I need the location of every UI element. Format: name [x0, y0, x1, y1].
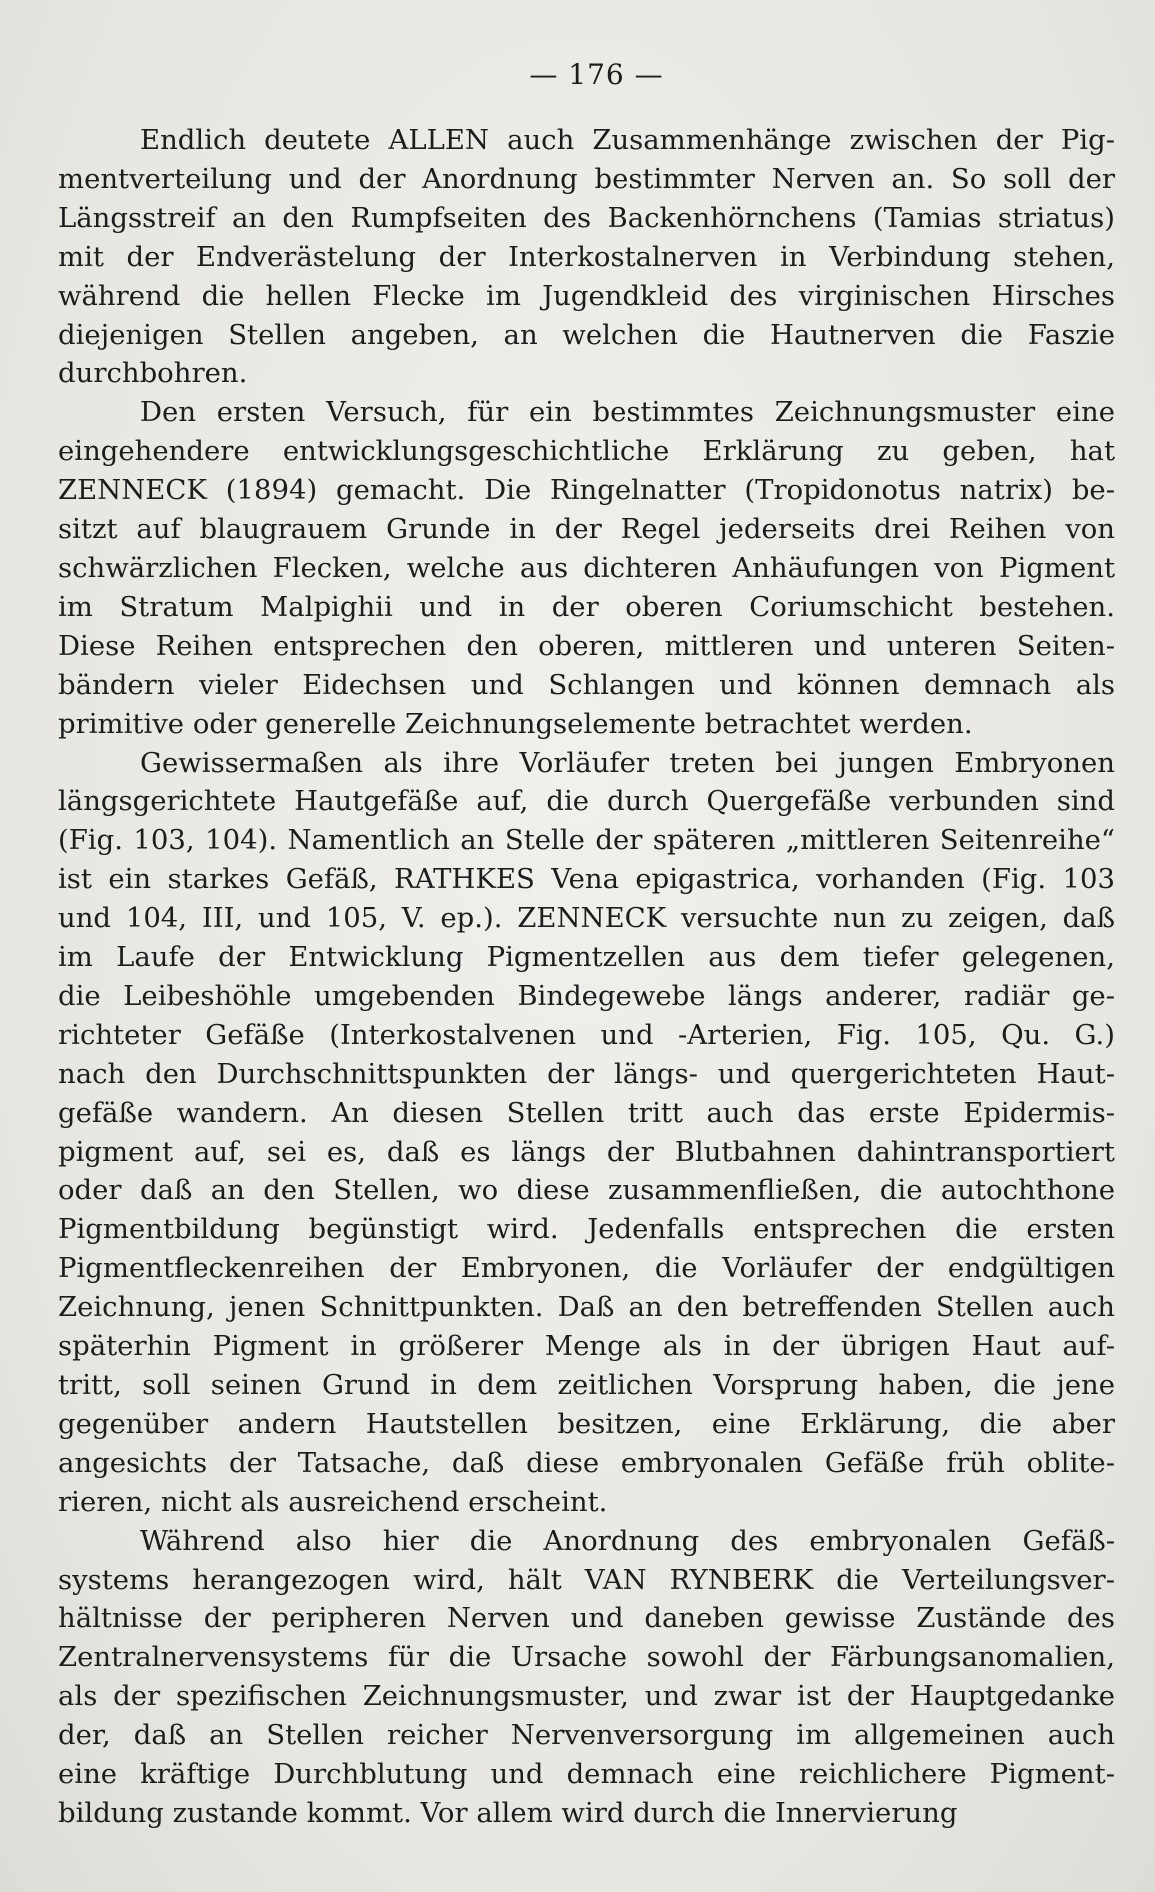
text-line: und 104, III, und 105, V. ep.). ZENNECK versuchte nun zu zeigen, daß: [58, 902, 1115, 935]
text-line: Endlich deutete ALLEN auch Zusammenhänge zwischen der Pig-: [140, 124, 1115, 156]
text-line: eingehendere entwicklungsgeschichtliche Erklärung zu geben, hat: [58, 435, 1115, 468]
text-line: durchbohren.: [58, 357, 248, 390]
text-line: eine kräftige Durchblutung und demnach eine reichlichere Pigment-: [58, 1758, 1115, 1791]
text-line: späterhin Pigment in größerer Menge als in der übrigen Haut auf-: [58, 1330, 1115, 1363]
text-line: mit der Endverästelung der Interkostalnerven in Verbindung stehen,: [58, 240, 1115, 273]
text-line: gefäße wandern. An diesen Stellen tritt auch das erste Epidermis-: [58, 1096, 1115, 1129]
text-line: systems herangezogen wird, hält VAN RYNBERK die Verteilungsver-: [58, 1563, 1115, 1596]
text-line: tritt, soll seinen Grund in dem zeitlichen Vorsprung haben, die jene: [58, 1369, 1115, 1401]
paragraph: [58, 393, 1115, 743]
text-line: bändern vieler Eidechsen und Schlangen und können demnach als: [58, 668, 1115, 701]
text-line: Pigmentbildung begünstigt wird. Jedenfalls entsprechen die ersten: [58, 1213, 1115, 1246]
text-line: ZENNECK (1894) gemacht. Die Ringelnatter (Tropidonotus natrix) be-: [58, 474, 1115, 507]
text-line: gegenüber andern Hautstellen besitzen, eine Erklärung, die aber: [58, 1407, 1115, 1440]
text-line: schwärzlichen Flecken, welche aus dichteren Anhäufungen von Pigment: [58, 551, 1115, 584]
text-line: oder daß an den Stellen, wo diese zusammenfließen, die autochthone: [58, 1174, 1115, 1207]
text-line: nach den Durchschnittspunkten der längs- und quergerichteten Haut-: [58, 1057, 1115, 1090]
text-line: rieren, nicht als ausreichend erscheint.: [58, 1485, 608, 1518]
text-line: hältnisse der peripheren Nerven und daneben gewisse Zustände des: [58, 1602, 1115, 1635]
text-line: im Stratum Malpighii und in der oberen Coriumschicht bestehen.: [58, 590, 1115, 623]
paragraph: [58, 744, 1115, 1522]
text-line: diejenigen Stellen angeben, an welchen die Hautnerven die Faszie: [58, 318, 1115, 351]
text-line: Pigmentfleckenreihen der Embryonen, die Vorläufer der endgültigen: [58, 1252, 1115, 1285]
text-line: Gewissermaßen als ihre Vorläufer treten bei jungen Embryonen: [140, 746, 1115, 779]
text-line: der, daß an Stellen reicher Nervenversorgung im allgemeinen auch: [58, 1719, 1115, 1752]
paragraph: [58, 121, 1115, 393]
text-line: pigment auf, sei es, daß es längs der Blutbahnen dahintransportiert: [58, 1135, 1115, 1168]
text-line: längsgerichtete Hautgefäße auf, die durch Quergefäße verbunden sind: [58, 785, 1115, 818]
page-number: — 176 —: [529, 58, 664, 91]
text-line: die Leibeshöhle umgebenden Bindegewebe längs anderer, radiär ge-: [58, 979, 1115, 1012]
text-line: Längsstreif an den Rumpfseiten des Backenhörnchens (Tamias striatus): [58, 201, 1115, 234]
text-line: bildung zustande kommt. Vor allem wird durch die Innervierung: [58, 1796, 958, 1829]
text-line: als der spezifischen Zeichnungsmuster, und zwar ist der Hauptgedanke: [58, 1680, 1115, 1713]
text-line: während die hellen Flecke im Jugendkleid des virginischen Hirsches: [58, 279, 1115, 312]
text-line: ist ein starkes Gefäß, RATHKES Vena epigastrica, vorhanden (Fig. 103: [58, 863, 1115, 896]
text-line: Zeichnung, jenen Schnittpunkten. Daß an den betreffenden Stellen auch: [58, 1291, 1115, 1324]
paragraph: [58, 1522, 1115, 1833]
text-line: sitzt auf blaugrauem Grunde in der Regel jederseits drei Reihen von: [58, 513, 1115, 546]
text-line: Den ersten Versuch, für ein bestimmtes Zeichnungsmuster eine: [140, 396, 1115, 429]
text-line: angesichts der Tatsache, daß diese embryonalen Gefäße früh oblite-: [58, 1446, 1115, 1479]
body-text: [58, 121, 1115, 1833]
text-line: richteter Gefäße (Interkostalvenen und -Arterien, Fig. 105, Qu. G.): [58, 1018, 1115, 1051]
text-line: im Laufe der Entwicklung Pigmentzellen aus dem tiefer gelegenen,: [58, 941, 1115, 974]
text-line: Zentralnervensystems für die Ursache sowohl der Färbungsanomalien,: [58, 1641, 1115, 1674]
text-line: Während also hier die Anordnung des embryonalen Gefäß-: [140, 1524, 1115, 1557]
text-line: primitive oder generelle Zeichnungselemente betrachtet werden.: [58, 707, 973, 740]
text-line: mentverteilung und der Anordnung bestimmter Nerven an. So soll der: [58, 162, 1115, 195]
text-line: (Fig. 103, 104). Namentlich an Stelle der späteren „mittleren Seitenreihe“: [58, 824, 1115, 857]
text-line: Diese Reihen entsprechen den oberen, mittleren und unteren Seiten-: [58, 629, 1115, 662]
